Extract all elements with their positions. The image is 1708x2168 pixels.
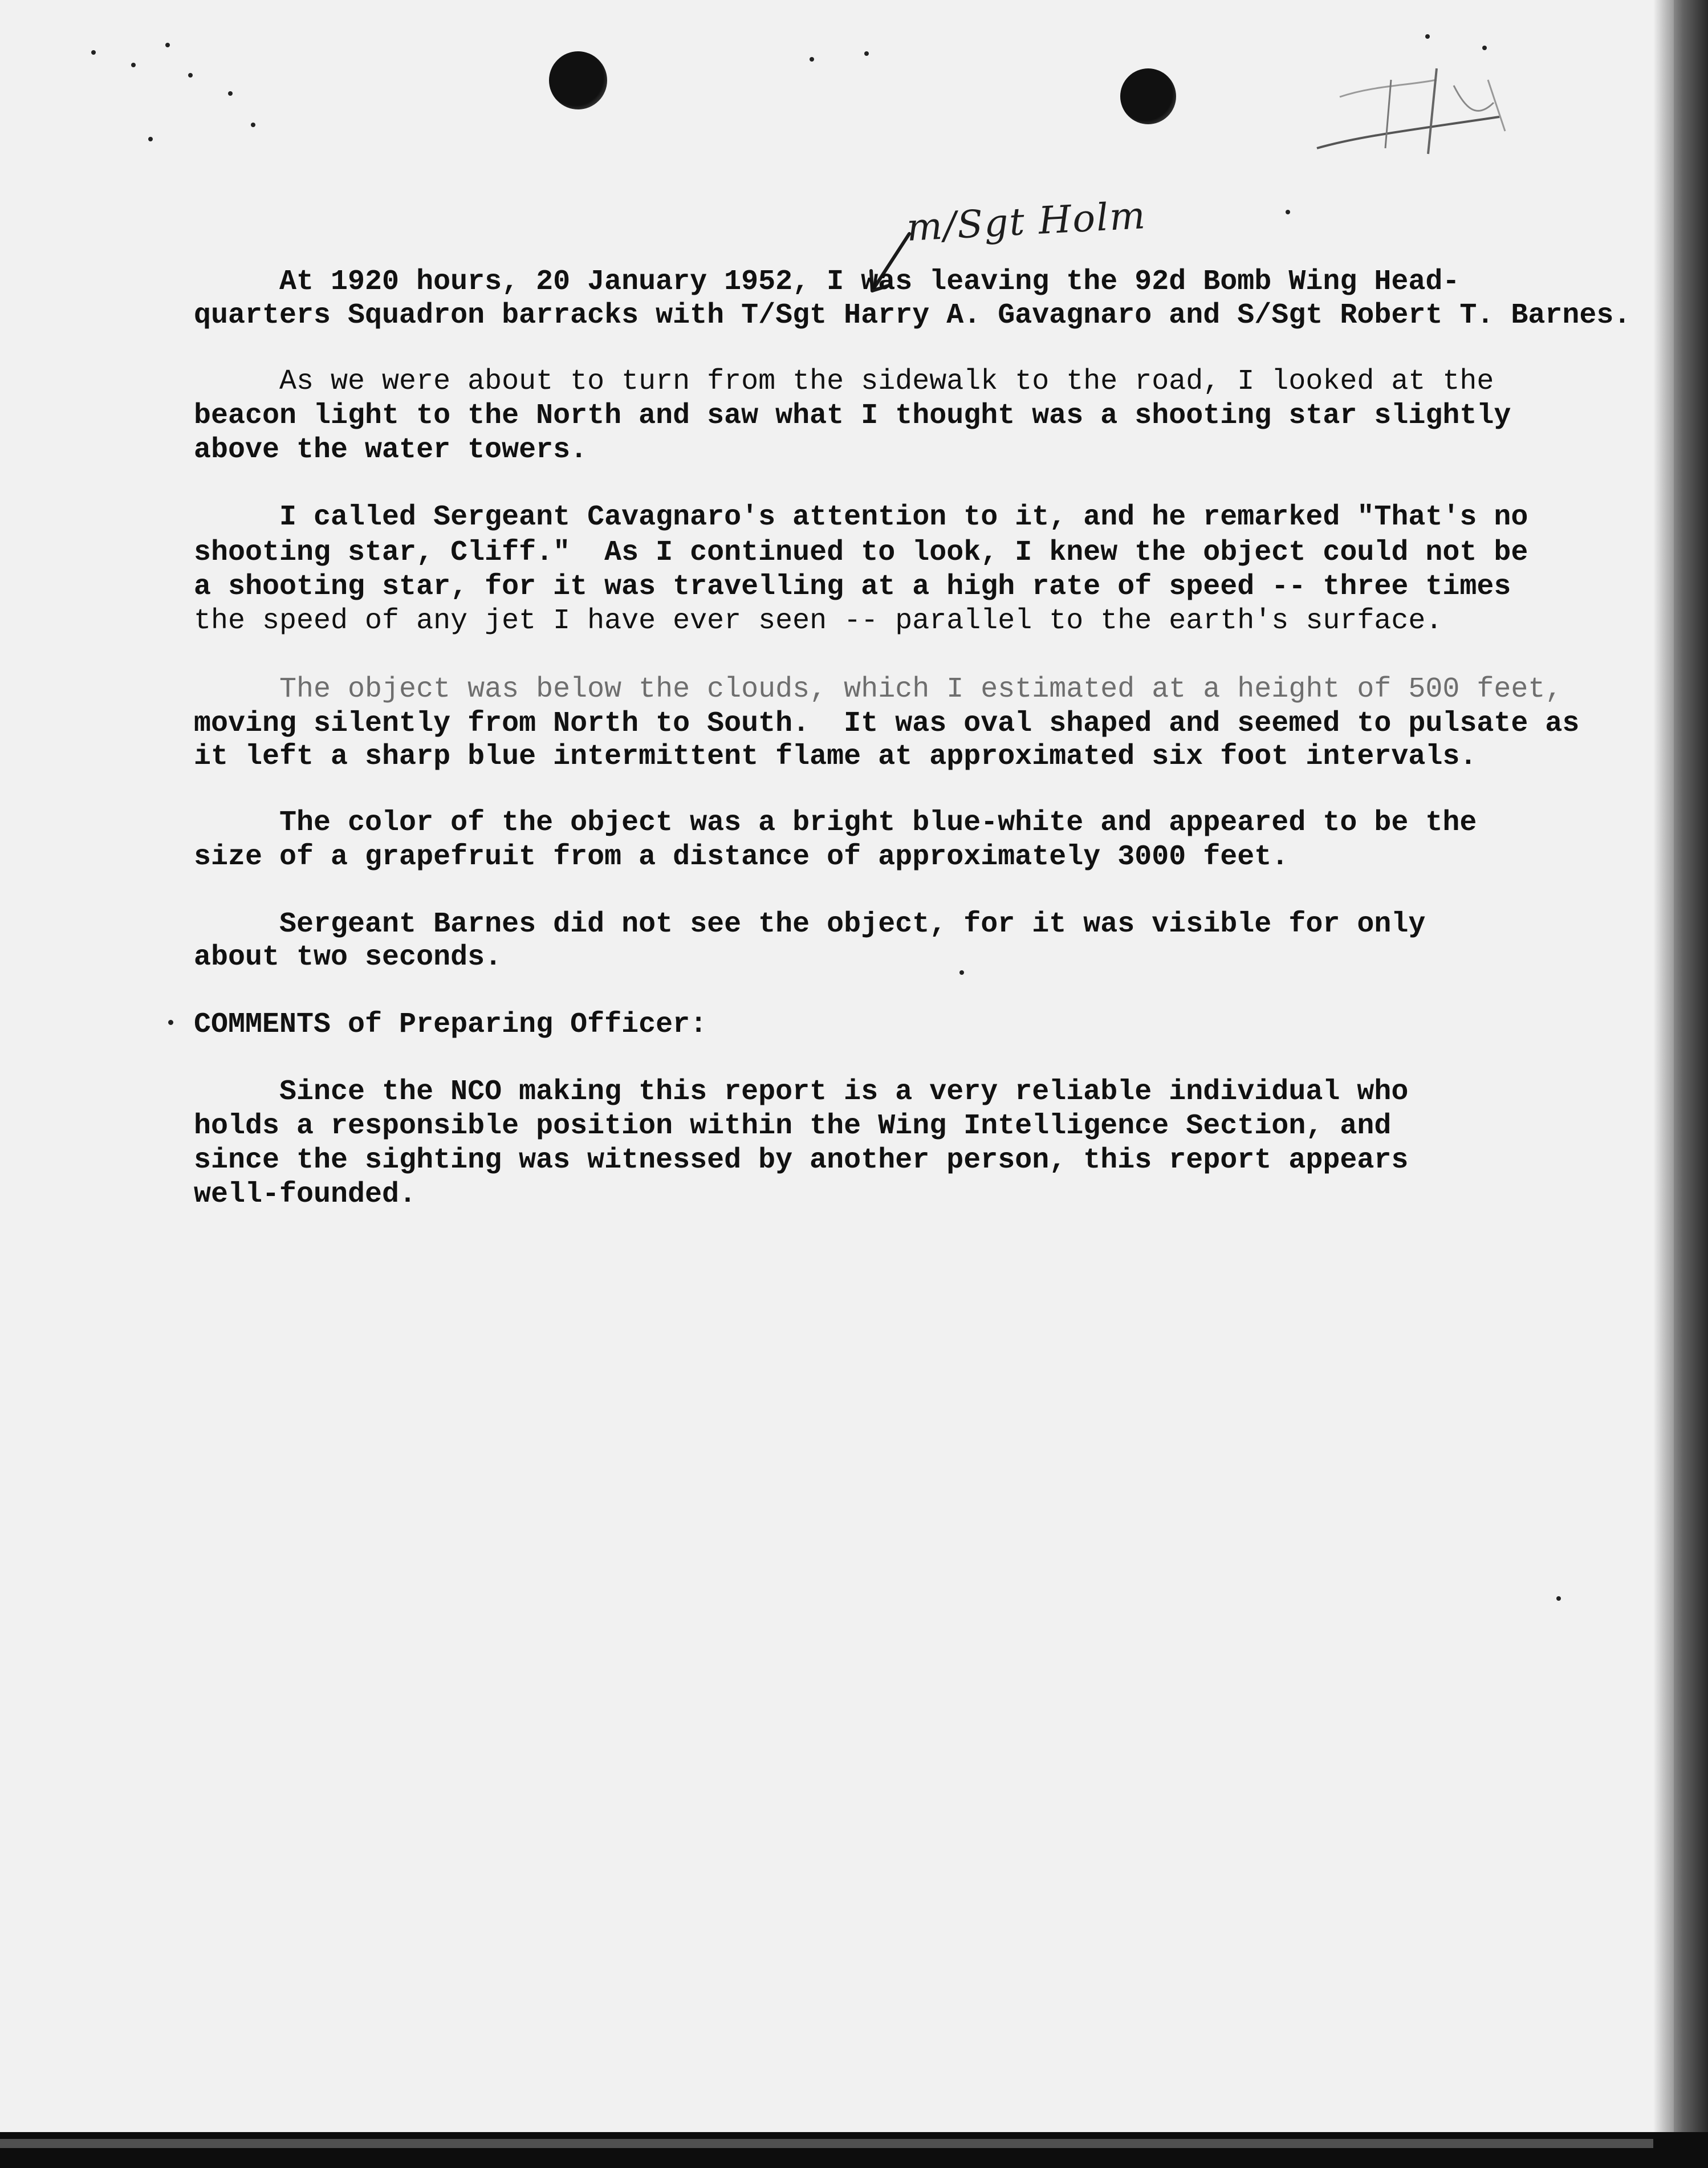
handwritten-note: m/Sgt Holm <box>905 193 1148 250</box>
paragraph-2-line-2: beacon light to the North and saw what I thought was a shooting star slightly <box>194 400 1511 432</box>
paragraph-1-line-1: At 1920 hours, 20 January 1952, I was leaving the 92d Bomb Wing Head- <box>194 266 1460 298</box>
paragraph-3-line-3: a shooting star, for it was travelling at a high rate of speed -- three times <box>194 571 1511 603</box>
scan-bottom-edge <box>0 2132 1708 2168</box>
paragraph-6-line-2: about two seconds. <box>194 941 502 974</box>
scribble-marking <box>1306 63 1522 165</box>
heading-bullet <box>168 1020 173 1025</box>
scan-bottom-strip <box>0 2139 1653 2148</box>
comments-line-4: well-founded. <box>194 1178 417 1211</box>
paragraph-2-line-3: above the water towers. <box>194 434 588 466</box>
paragraph-5-line-1: The color of the object was a bright blue-white and appeared to be the <box>194 807 1477 839</box>
scan-speck <box>1556 1596 1561 1601</box>
scan-speck <box>1286 210 1290 214</box>
scan-speck <box>91 50 96 55</box>
paragraph-3-line-2: shooting star, Cliff." As I continued to look, I knew the object could not be <box>194 536 1528 569</box>
paragraph-4-line-3: it left a sharp blue intermittent flame at approximated six foot intervals. <box>194 741 1477 773</box>
scan-speck <box>1482 46 1487 50</box>
scan-speck <box>1425 34 1430 39</box>
paragraph-1-line-2: quarters Squadron barracks with T/Sgt Harry A. Gavagnaro and S/Sgt Robert T. Barnes. <box>194 299 1631 332</box>
comments-line-1: Since the NCO making this report is a very reliable individual who <box>194 1076 1409 1108</box>
scan-speck <box>810 57 814 62</box>
paragraph-2-line-1: As we were about to turn from the sidewalk to the road, I looked at the <box>194 365 1494 398</box>
comments-heading: COMMENTS of Preparing Officer: <box>194 1008 707 1041</box>
scan-speck <box>165 43 170 47</box>
paragraph-3-line-1: I called Sergeant Cavagnaro's attention to it, and he remarked "That's no <box>194 501 1528 534</box>
paragraph-4-line-1: The object was below the clouds, which I estimated at a height of 500 feet, <box>194 673 1563 706</box>
punch-hole-right <box>1120 68 1176 124</box>
comments-line-3: since the sighting was witnessed by another person, this report appears <box>194 1144 1409 1177</box>
scan-speck <box>251 123 255 127</box>
comments-line-2: holds a responsible position within the Wing Intelligence Section, and <box>194 1110 1392 1142</box>
punch-hole-left <box>549 51 607 109</box>
paragraph-3-line-4: the speed of any jet I have ever seen -- parallel to the earth's surface. <box>194 605 1443 637</box>
paragraph-4-line-2: moving silently from North to South. It was oval shaped and seemed to pulsate as <box>194 707 1580 740</box>
scan-speck <box>148 137 153 141</box>
scan-speck <box>188 73 193 78</box>
paragraph-5-line-2: size of a grapefruit from a distance of approximately 3000 feet. <box>194 841 1289 873</box>
paragraph-6-line-1: Sergeant Barnes did not see the object, for it was visible for only <box>194 908 1426 941</box>
scan-speck <box>131 63 136 67</box>
scan-right-edge <box>1653 0 1708 2168</box>
scan-speck <box>864 51 869 56</box>
scan-speck <box>228 91 233 96</box>
